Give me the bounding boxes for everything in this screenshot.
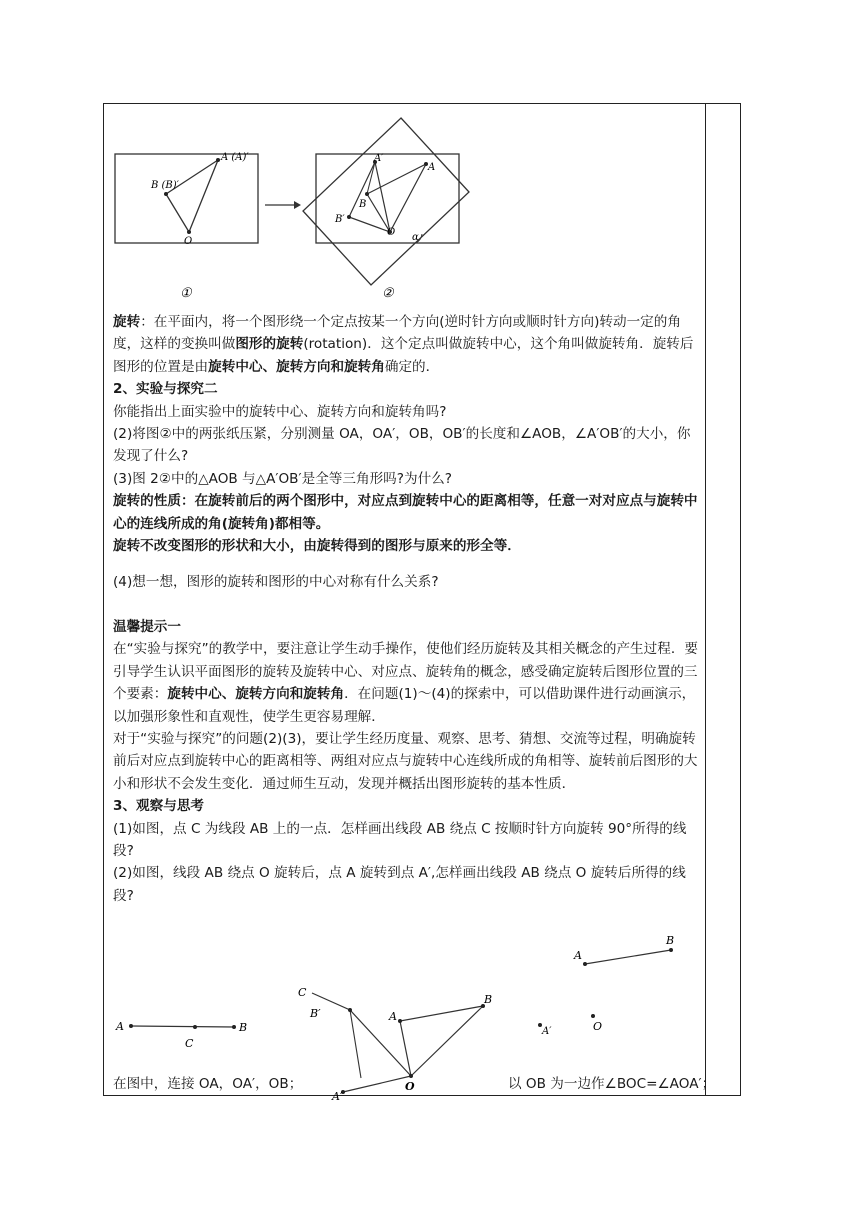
property-1: 旋转的性质：在旋转前后的两个图形中，对应点到旋转中心的距离相等，任意一对对应点与旋转中心的连线所成的角(旋转角)都相等。 xyxy=(113,493,698,532)
label-b: B xyxy=(359,199,367,210)
question-2: (2)将图②中的两张纸压紧，分别测量 OA，OA′，OB，OB′的长度和∠AOB，∠A′OB′的大小，你发现了什么? xyxy=(113,426,691,465)
label-a: A xyxy=(428,162,436,173)
property-2: 旋转不改变图形的形状和大小，由旋转得到的图形与原来的形全等． xyxy=(113,538,521,555)
tip-paragraph-2: 对于“实验与探究”的问题(2)(3)，要让学生经历度量、观察、思考、猜想、交流等过程，明确旋转前后对应点到旋转中心的距离相等、两组对应点与旋转中心连线所成的角相等、旋转前后图形的大小和形状不会发生变化．通过师生互动，发现并概括出图形旋转的基本性质． xyxy=(113,730,698,792)
rotation-definition: 旋转：在平面内，将一个图形绕一个定点按某一个方向(逆时针方向或顺时针方向)转动一定的角度，这样的变换叫做图形的旋转(rotation)．这个定点叫做旋转中心，这个角叫做旋转角．旋转后图形的位置是由旋转中心、旋转方向和旋转角确定的． xyxy=(113,314,694,375)
label-c: C xyxy=(298,986,307,999)
label-b-prime: B′ xyxy=(335,214,345,225)
label-b: B xyxy=(484,993,493,1006)
tip-heading: 温馨提示一 xyxy=(113,618,181,635)
label-a: A xyxy=(574,949,582,962)
caption-2: ② xyxy=(382,286,394,301)
rotation-about-o-figure xyxy=(290,980,510,1103)
label-a: A xyxy=(116,1020,124,1033)
segment-ab-point-o-figure xyxy=(530,930,700,1037)
label-c: C xyxy=(185,1037,194,1050)
main-text xyxy=(113,311,703,907)
label-o: O xyxy=(405,1080,415,1093)
notes-column-divider xyxy=(705,103,706,1096)
rotation-figure xyxy=(108,112,478,302)
question-1: 你能指出上面实验中的旋转中心、旋转方向和旋转角吗? xyxy=(113,403,447,420)
bottom-right-text: 以 OB 为一边作∠BOC=∠AOA′； xyxy=(508,1076,716,1092)
heading-observe: 3、观察与思考 xyxy=(113,798,205,815)
label-b-prime: B′ xyxy=(310,1007,321,1020)
question-3: (3)图 2②中的△AOB 与△A′OB′是全等三角形吗?为什么? xyxy=(113,470,452,487)
observe-question-1: (1)如图，点 C 为线段 AB 上的一点．怎样画出线段 AB 绕点 C 按顺时针方向旋转 90°所得的线段? xyxy=(113,820,687,859)
triangle-aob xyxy=(367,164,426,232)
label-o: O xyxy=(593,1020,603,1033)
label-alpha: α xyxy=(412,232,419,243)
rotated-paper xyxy=(303,118,469,285)
question-4: (4)想一想，图形的旋转和图形的中心对称有什么关系? xyxy=(113,574,439,591)
label-o2: O xyxy=(387,227,396,238)
observe-question-2: (2)如图，线段 AB 绕点 O 旋转后，点 A 旋转到点 A′,怎样画出线段 AB 绕点 O 旋转后所得的线段? xyxy=(113,865,686,904)
label-b: B xyxy=(239,1021,248,1034)
heading-explore-2: 2、实验与探究二 xyxy=(113,381,218,398)
label-o: O xyxy=(184,236,193,247)
label-bb: B (B)′ xyxy=(151,180,179,191)
triangle-abo xyxy=(166,160,218,232)
label-aa: A (A)′ xyxy=(221,152,249,163)
tip-paragraph-1: 在“实验与探究”的教学中，要注意让学生动手操作，使他们经历旋转及其相关概念的产生过程．要引导学生认识平面图形的旋转及旋转中心、对应点、旋转角的概念，感受确定旋转后图形位置的三个要素：旋转中心、旋转方向和旋转角．在问题(1)～(4)的探索中，可以借助课件进行动画演示，以加强形象性和直观性，使学生更容易理解． xyxy=(113,641,699,725)
label-a: A xyxy=(389,1010,397,1023)
bottom-left-text: 在图中，连接 OA，OA′，OB； xyxy=(113,1076,303,1092)
paper-rect-1 xyxy=(115,154,258,243)
label-a-prime: A′ xyxy=(374,153,384,164)
segment-ab-figure xyxy=(110,1010,260,1060)
label-b: B xyxy=(666,934,675,947)
caption-1: ① xyxy=(180,286,192,301)
label-a-prime: A′ xyxy=(332,1090,343,1103)
label-a-prime: A′ xyxy=(542,1026,552,1037)
